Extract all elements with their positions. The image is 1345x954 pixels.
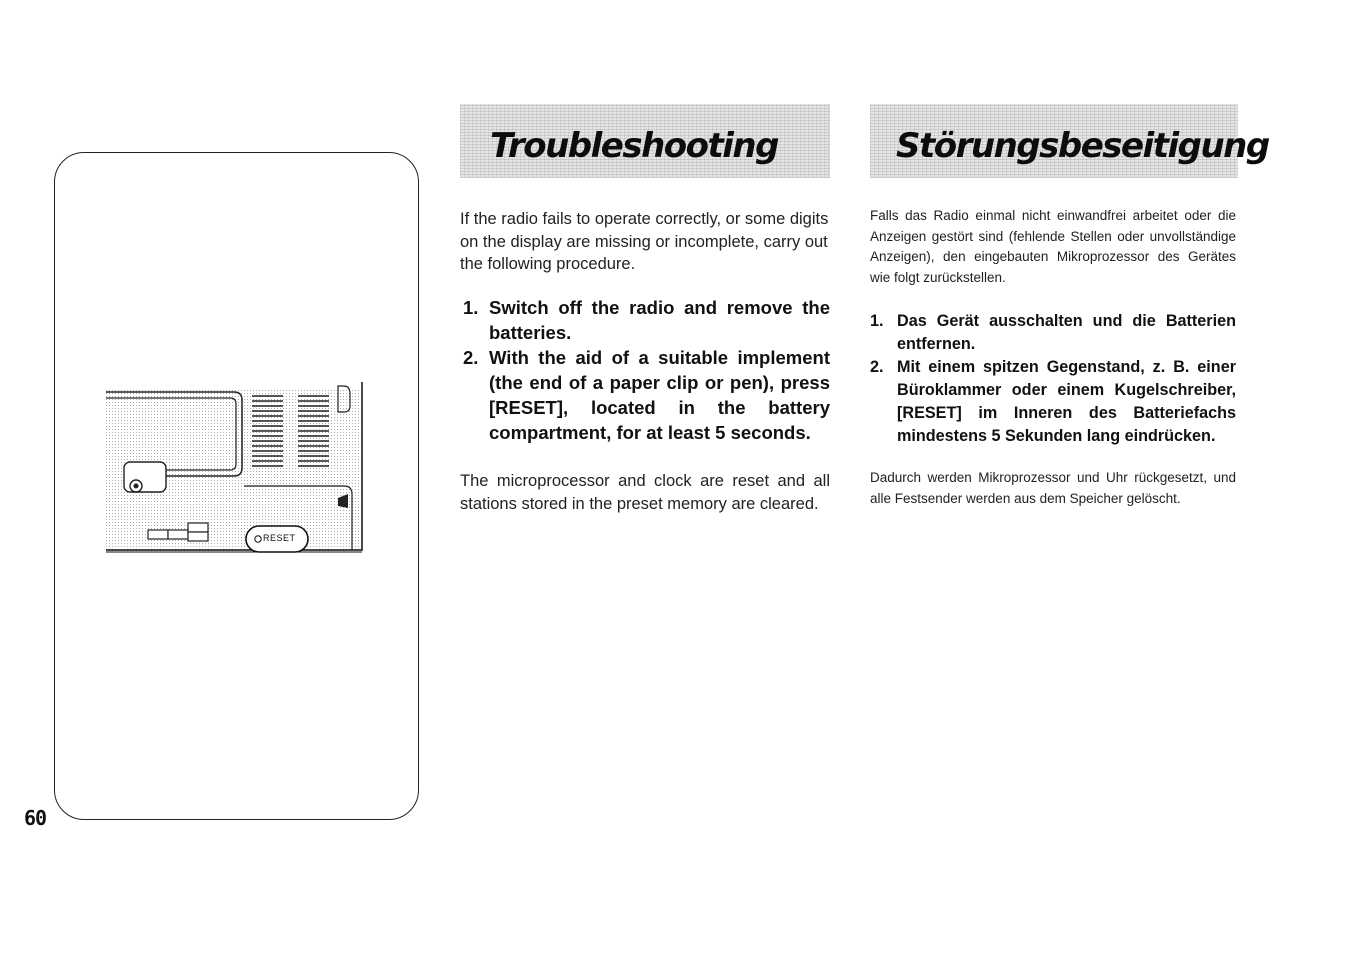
heading-banner-german <box>870 104 1269 178</box>
page-number: 60 <box>24 806 47 830</box>
list-item <box>870 356 1236 448</box>
english-intro: If the radio fails to operate correctly, or some digits on the display are missing or incomplete, carry out the following procedure. <box>460 210 829 273</box>
step-text: Das Gerät ausschalten und die Batterien entfernen. <box>897 312 1236 353</box>
german-steps <box>870 310 1236 448</box>
heading-banner-english <box>460 104 830 178</box>
reset-label: RESET <box>263 533 296 543</box>
step-text: Switch off the radio and remove the batteries. <box>489 297 830 343</box>
english-outro: The microprocessor and clock are reset and all stations stored in the preset memory are cleared. <box>460 472 830 513</box>
german-intro: Falls das Radio einmal nicht einwandfrei arbeitet oder die Anzeigen gestört sind (fehlende Stellen oder unvollständige Anzeigen), den eingebauten Mikroprozessor des Gerätes wie folgt zurückstellen. <box>870 208 1236 285</box>
list-item <box>460 295 830 345</box>
german-outro: Dadurch werden Mikroprozessor und Uhr rückgesetzt, und alle Festsender werden aus dem Speicher gelöscht. <box>870 470 1236 506</box>
step-text: With the aid of a suitable implement (the end of a paper clip or pen), press [RESET], located in the battery compartment, for at least 5 seconds. <box>489 347 830 443</box>
step-number: 1. <box>463 297 479 318</box>
list-item <box>870 310 1236 356</box>
heading-troubleshooting: Troubleshooting <box>490 126 778 166</box>
english-steps <box>460 295 830 445</box>
battery-compartment-illustration <box>100 378 370 558</box>
list-item <box>460 345 830 445</box>
heading-stoerungsbeseitigung: Störungsbeseitigung <box>896 126 1269 166</box>
step-number: 2. <box>870 358 884 376</box>
step-text: Mit einem spitzen Gegenstand, z. B. einer Büroklammer oder einem Kugelschreiber, [RESET] im Inneren des Batteriefachs mindestens 5 Sekunden lang eindrücken. <box>897 358 1236 445</box>
step-number: 1. <box>870 312 884 330</box>
step-number: 2. <box>463 347 479 368</box>
